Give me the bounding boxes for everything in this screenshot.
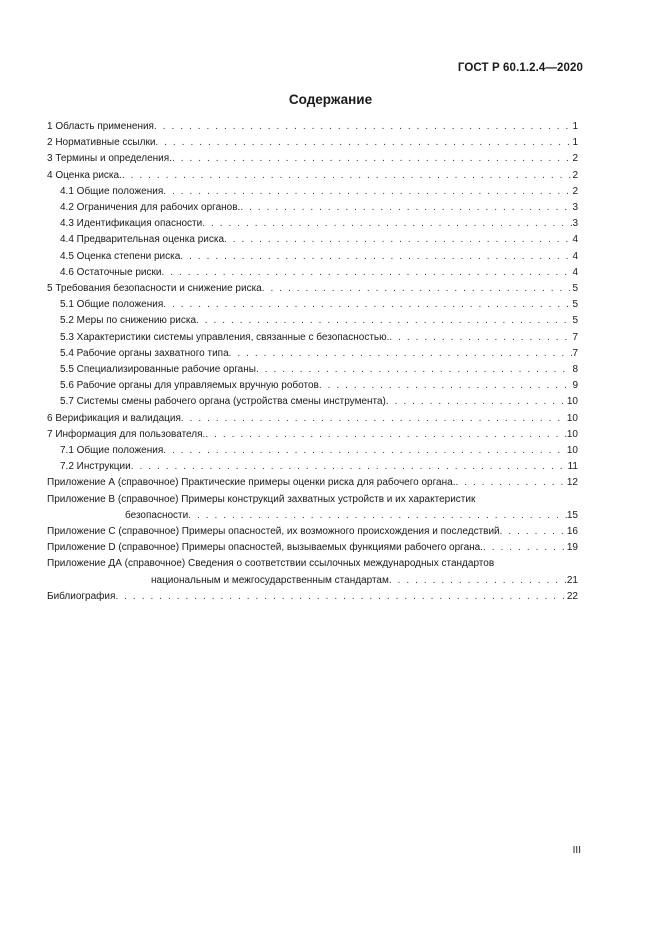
toc-leader-dots — [262, 281, 573, 297]
toc-leader-dots — [163, 297, 572, 313]
toc-page-number: 2 — [572, 153, 578, 165]
toc-leader-dots — [181, 411, 567, 427]
toc-entry-label: 5.7 Системы смены рабочего органа (устройства смены инструмента) — [60, 396, 386, 408]
toc-entry-label: Библиография — [47, 590, 116, 602]
toc-entry-line — [47, 492, 578, 508]
toc-entry-label-continuation: безопасности — [125, 509, 189, 521]
toc-leader-dots — [163, 184, 572, 200]
toc-entry-label: 5 Требования безопасности и снижение риска — [47, 283, 262, 295]
toc-entry-label: 7.2 Инструкции — [60, 461, 131, 473]
toc-page-number: 11 — [567, 461, 578, 473]
toc-subentry[interactable] — [47, 232, 578, 248]
toc-page-number: 7 — [572, 331, 578, 343]
toc-subentry[interactable] — [47, 313, 578, 329]
toc-leader-dots — [180, 249, 572, 265]
toc-entry[interactable] — [47, 168, 578, 184]
toc-entry-label: 4.4 Предварительная оценка риска — [60, 234, 225, 246]
toc-page-number: 5 — [572, 315, 578, 327]
toc-subentry[interactable] — [47, 378, 578, 394]
toc-subentry[interactable] — [47, 184, 578, 200]
toc-page-number: 15 — [566, 509, 578, 521]
toc-entry-label: 4.5 Оценка степени риска — [60, 250, 181, 262]
toc-entry-label: 5.3 Характеристики системы управления, связанные с безопасностью. — [60, 331, 390, 343]
toc-entry-label: Приложение С (справочное) Примеры опасностей, их возможного происхождения и последствий — [47, 526, 500, 538]
toc-page-number: 7 — [572, 347, 578, 359]
toc-page-number: 5 — [572, 283, 578, 295]
toc-entry-label: 5.5 Специализированные рабочие органы — [60, 364, 256, 376]
toc-subentry[interactable] — [47, 346, 578, 362]
toc-subentry[interactable] — [47, 200, 578, 216]
toc-entry-label: Приложение А (справочное) Практические примеры оценки риска для рабочего органа. — [47, 477, 456, 489]
toc-subentry[interactable] — [47, 216, 578, 232]
toc-page-number: 10 — [566, 396, 578, 408]
toc-leader-dots — [202, 216, 572, 232]
toc-page-number: 10 — [566, 412, 578, 424]
toc-leader-dots — [319, 378, 573, 394]
toc-appendix-entry[interactable] — [47, 540, 578, 556]
toc-leader-dots — [483, 540, 567, 556]
toc-appendix-entry[interactable] — [47, 556, 578, 588]
toc-entry-line — [47, 556, 578, 572]
toc-leader-dots — [122, 168, 573, 184]
toc-entry-line — [47, 573, 578, 589]
toc-leader-dots — [172, 151, 572, 167]
toc-entry-label: Приложение В (справочное) Примеры конструкций захватных устройств и их характеристик — [47, 493, 476, 505]
toc-page-number: 21 — [566, 574, 578, 586]
toc-leader-dots — [240, 200, 572, 216]
toc-entry[interactable] — [47, 151, 578, 167]
toc-entry-label: 4.1 Общие положения — [60, 185, 164, 197]
toc-page-number: 1 — [572, 121, 578, 132]
toc-page-number: 4 — [572, 250, 578, 262]
toc-page-number: 5 — [572, 299, 578, 311]
toc-leader-dots — [256, 362, 572, 378]
toc-entry-label: Приложение D (справочное) Примеры опасностей, вызываемых функциями рабочего органа. — [47, 542, 484, 554]
toc-entry-label: 4.3 Идентификация опасности — [60, 218, 203, 230]
toc-subentry[interactable] — [47, 443, 578, 459]
toc-entry-label: 4.2 Ограничения для рабочих органов. — [60, 202, 241, 214]
toc-leader-dots — [455, 475, 566, 491]
toc-entry-label: 7 Информация для пользователя. — [47, 428, 206, 440]
toc-subentry[interactable] — [47, 362, 578, 378]
toc-leader-dots — [196, 313, 572, 329]
toc-leader-dots — [155, 135, 572, 151]
toc-subentry[interactable] — [47, 297, 578, 313]
toc-entry[interactable] — [47, 427, 578, 443]
toc-page-number: 2 — [572, 169, 578, 181]
toc-appendix-entry[interactable] — [47, 475, 578, 491]
toc-entry-label: Приложение ДА (справочное) Сведения о соответствии ссылочных международных стандартов — [47, 558, 495, 570]
toc-page-number: 4 — [572, 234, 578, 246]
toc-entry-label: 7.1 Общие положения — [60, 445, 164, 457]
toc-entry[interactable] — [47, 119, 578, 135]
page-title: Содержание — [288, 92, 373, 107]
toc-appendix-entry[interactable] — [47, 492, 578, 524]
toc-leader-dots — [500, 524, 567, 540]
toc-leader-dots — [115, 589, 566, 605]
toc-subentry[interactable] — [47, 249, 578, 265]
toc-subentry[interactable] — [47, 459, 578, 475]
toc-leader-dots — [188, 508, 567, 524]
toc-entry[interactable] — [47, 411, 578, 427]
toc-leader-dots — [386, 394, 567, 410]
toc-entry-line — [47, 508, 578, 524]
toc-appendix-entry[interactable] — [47, 524, 578, 540]
toc-page-number: 10 — [566, 428, 578, 440]
toc-leader-dots — [161, 265, 572, 281]
toc-leader-dots — [205, 427, 567, 443]
toc-entry[interactable] — [47, 135, 578, 151]
toc-page-number: 9 — [572, 380, 578, 392]
toc-leader-dots — [224, 232, 572, 248]
toc-entry-label: 5.4 Рабочие органы захватного типа — [60, 347, 229, 359]
toc-entry-label: 5.2 Меры по снижению риска — [60, 315, 197, 327]
toc-entry-label: 5.6 Рабочие органы для управляемых вручную роботов — [60, 380, 319, 392]
toc-leader-dots — [163, 443, 567, 459]
toc-entry[interactable] — [47, 281, 578, 297]
document-designation: ГОСТ Р 60.1.2.4—2020 — [457, 62, 583, 74]
toc-page-number: 4 — [572, 266, 578, 278]
toc-entry-label: 3 Термины и определения. — [47, 153, 172, 165]
toc-entry-label: 5.1 Общие положения — [60, 299, 164, 311]
toc-leader-dots — [389, 330, 572, 346]
toc-page-number: 12 — [566, 477, 578, 489]
toc-leader-dots — [389, 573, 567, 589]
toc-entry-label: 6 Верификация и валидация — [47, 412, 181, 424]
toc-subentry[interactable] — [47, 394, 578, 410]
toc-entry-label: 4 Оценка риска. — [47, 169, 122, 181]
toc-entry-label: 4.6 Остаточные риски — [60, 266, 162, 278]
toc-entry-label: 1 Область применения — [47, 121, 154, 132]
toc-page-number: 10 — [566, 445, 578, 457]
toc-page-number: 3 — [572, 202, 578, 214]
toc-subentry[interactable] — [47, 330, 578, 346]
toc-entry-label-continuation: национальным и межгосударственным стандартам — [151, 574, 389, 586]
toc-subentry[interactable] — [47, 265, 578, 281]
toc-page-number: 19 — [566, 542, 578, 554]
toc-leader-dots — [154, 119, 572, 135]
toc-leader-dots — [131, 459, 568, 475]
toc-page-number: 8 — [572, 364, 578, 376]
page-number: III — [572, 845, 581, 856]
toc-page-number: 3 — [572, 218, 578, 230]
toc-entry[interactable] — [47, 589, 578, 605]
toc-page-number: 16 — [566, 526, 578, 538]
toc-page-number: 1 — [572, 137, 578, 149]
toc-page-number: 2 — [572, 185, 578, 197]
toc-page-number: 22 — [566, 590, 578, 602]
toc-leader-dots — [229, 346, 573, 362]
table-of-contents — [47, 119, 578, 605]
toc-entry-label: 2 Нормативные ссылки — [47, 137, 156, 149]
